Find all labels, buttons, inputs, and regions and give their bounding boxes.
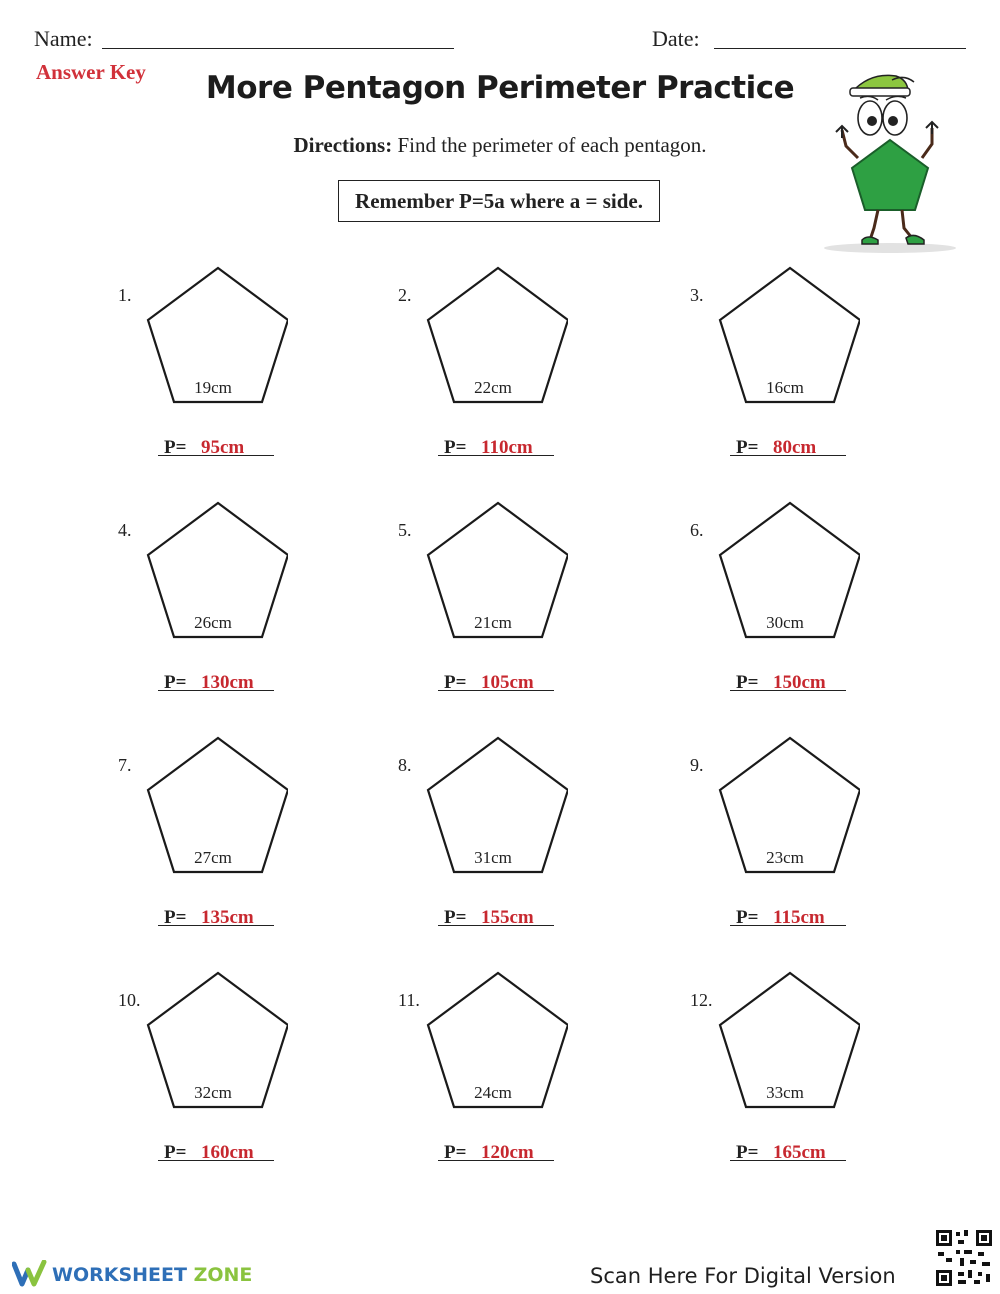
perimeter-answer: 165cm (773, 1142, 826, 1163)
formula-box: Remember P=5a where a = side. (338, 180, 660, 222)
side-length-label: 19cm (194, 378, 232, 397)
perimeter-answer: 150cm (773, 672, 826, 693)
problem-number: 8. (398, 755, 412, 775)
perimeter-answer: 130cm (201, 672, 254, 693)
side-length-label: 27cm (194, 848, 232, 867)
problem-item (118, 265, 378, 475)
perimeter-label: P= (164, 437, 187, 458)
perimeter-answer: 155cm (481, 907, 534, 928)
answer-line[interactable] (438, 455, 554, 456)
perimeter-answer: 105cm (481, 672, 534, 693)
answer-line[interactable] (730, 925, 846, 926)
problem-item (118, 970, 378, 1180)
answer-line[interactable] (438, 925, 554, 926)
brand-name: WORKSHEET ZONE (52, 1264, 253, 1286)
side-length-label: 22cm (474, 378, 512, 397)
perimeter-label: P= (736, 907, 759, 928)
page-title: More Pentagon Perimeter Practice (205, 70, 795, 106)
name-label: Name: (34, 26, 93, 51)
side-length-label: 26cm (194, 613, 232, 632)
problem-item (398, 970, 658, 1180)
date-field[interactable] (714, 48, 966, 49)
pentagon-mascot-image (820, 68, 960, 258)
answer-line[interactable] (438, 1160, 554, 1161)
problem-number: 1. (118, 285, 132, 305)
side-length-label: 23cm (766, 848, 804, 867)
perimeter-answer: 80cm (773, 437, 817, 458)
answer-key-label: Answer Key (36, 60, 146, 84)
answer-line[interactable] (158, 925, 274, 926)
problem-number: 5. (398, 520, 412, 540)
answer-line[interactable] (438, 690, 554, 691)
qr-code-icon[interactable] (934, 1228, 994, 1288)
perimeter-answer: 135cm (201, 907, 254, 928)
side-length-label: 30cm (766, 613, 804, 632)
problem-item (690, 970, 950, 1180)
perimeter-label: P= (736, 672, 759, 693)
side-length-label: 32cm (194, 1083, 232, 1102)
answer-line[interactable] (158, 690, 274, 691)
problem-item (118, 735, 378, 945)
perimeter-answer: 95cm (201, 437, 245, 458)
perimeter-label: P= (164, 672, 187, 693)
problem-number: 3. (690, 285, 704, 305)
perimeter-answer: 120cm (481, 1142, 534, 1163)
perimeter-label: P= (444, 672, 467, 693)
directions-label: Directions: (293, 133, 393, 157)
problem-item (690, 265, 950, 475)
perimeter-label: P= (736, 1142, 759, 1163)
side-length-label: 31cm (474, 848, 512, 867)
answer-line[interactable] (158, 1160, 274, 1161)
perimeter-label: P= (736, 437, 759, 458)
answer-line[interactable] (730, 1160, 846, 1161)
problem-number: 4. (118, 520, 132, 540)
problem-number: 2. (398, 285, 412, 305)
side-length-label: 21cm (474, 613, 512, 632)
date-label: Date: (652, 26, 700, 51)
problem-item (398, 265, 658, 475)
problem-number: 10. (118, 990, 141, 1010)
perimeter-answer: 160cm (201, 1142, 254, 1163)
perimeter-answer: 115cm (773, 907, 825, 928)
side-length-label: 33cm (766, 1083, 804, 1102)
problem-number: 7. (118, 755, 132, 775)
perimeter-label: P= (164, 907, 187, 928)
directions-text: Find the perimeter of each pentagon. (397, 133, 707, 157)
scan-text: Scan Here For Digital Version (590, 1264, 896, 1288)
answer-line[interactable] (158, 455, 274, 456)
problem-item (398, 500, 658, 710)
answer-line[interactable] (730, 690, 846, 691)
problem-number: 12. (690, 990, 713, 1010)
problem-number: 6. (690, 520, 704, 540)
problem-item (398, 735, 658, 945)
problem-number: 9. (690, 755, 704, 775)
name-field[interactable] (102, 48, 454, 49)
worksheet-zone-logo-icon (12, 1260, 48, 1288)
problem-number: 11. (398, 990, 420, 1010)
side-length-label: 16cm (766, 378, 804, 397)
perimeter-label: P= (444, 1142, 467, 1163)
perimeter-answer: 110cm (481, 437, 533, 458)
problem-item (690, 500, 950, 710)
perimeter-label: P= (164, 1142, 187, 1163)
perimeter-label: P= (444, 907, 467, 928)
problem-item (690, 735, 950, 945)
answer-line[interactable] (730, 455, 846, 456)
perimeter-label: P= (444, 437, 467, 458)
side-length-label: 24cm (474, 1083, 512, 1102)
problem-item (118, 500, 378, 710)
